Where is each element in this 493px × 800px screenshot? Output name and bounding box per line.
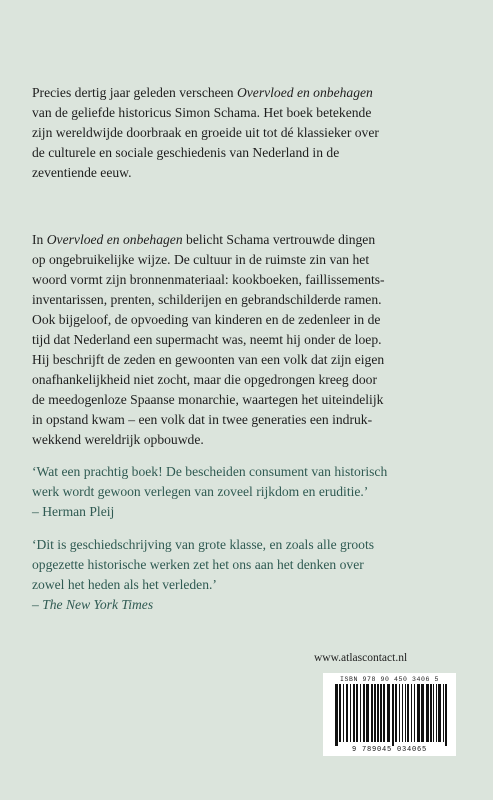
description-paragraph-2 — [32, 230, 464, 450]
barcode-bar — [366, 684, 369, 742]
quote-line: werk wordt gewoon verlegen van zoveel rijkdom en eruditie.’ — [32, 484, 369, 499]
barcode-bar — [443, 684, 444, 742]
text-line: tijd dat Nederland een supermacht was, neemt hij onder de loep. — [32, 332, 382, 347]
review-quote-2 — [32, 535, 472, 615]
text-line: de meedogenloze Spaanse monarchie, waartegen het uiteindelijk — [32, 392, 384, 407]
text-line: onafhankelijkheid niet zocht, maar die opgedrongen kreeg door — [32, 372, 378, 387]
text-line: in opstand kwam – een volk dat in twee generaties een indruk- — [32, 412, 373, 427]
text-line: In Overvloed en onbehagen belicht Schama vertrouwde dingen — [32, 232, 376, 247]
barcode-bar — [350, 684, 351, 742]
barcode-bar — [380, 684, 382, 742]
barcode-bars — [323, 673, 456, 756]
barcode-bar — [339, 684, 341, 742]
barcode-bar — [395, 684, 397, 742]
quote-line: ‘Dit is geschiedschrijving van grote klasse, en zoals alle groots — [32, 537, 375, 552]
description-paragraph-1 — [32, 83, 464, 183]
review-quote-1 — [32, 462, 472, 522]
barcode-bar — [402, 684, 403, 742]
text-line: Precies dertig jaar geleden verscheen Overvloed en onbehagen — [32, 85, 373, 100]
barcode-bar — [430, 684, 432, 742]
text-line: inventarissen, prenten, schilderijen en gebrandschilderde ramen. — [32, 292, 382, 307]
barcode-bar — [411, 684, 412, 742]
text-line: van de geliefde historicus Simon Schama. Het boek betekende — [32, 105, 372, 120]
quote-line: opgezette historische werken zet het ons aan het denken over — [32, 557, 364, 572]
barcode-bar — [392, 684, 394, 746]
isbn-label: ISBN 978 90 450 3406 5 — [339, 676, 439, 683]
text-line: de culturele en sociale geschiedenis van Nederland in de — [32, 145, 340, 160]
barcode-bar — [343, 684, 344, 742]
barcode-bar — [383, 684, 385, 742]
barcode-bar — [407, 684, 409, 742]
barcode-bar — [387, 684, 390, 742]
barcode-bar — [363, 684, 365, 742]
barcode-bar — [438, 684, 441, 742]
barcode-bar — [436, 684, 437, 742]
text-line: Ook bijgeloof, de opvoeding van kinderen en de zedenleer in de — [32, 312, 381, 327]
publisher-url[interactable]: www.atlascontact.nl — [314, 652, 408, 664]
quote-line: zowel het heden als het verleden.’ — [32, 577, 217, 592]
barcode-bar — [356, 684, 358, 742]
barcode-bar — [433, 684, 434, 742]
text-line: woord vormt zijn bronnenmateriaal: kookboeken, faillissements- — [32, 272, 385, 287]
barcode-digits: 9 789045 034065 — [351, 746, 427, 754]
quote-author: – Herman Pleij — [32, 504, 115, 519]
barcode-bar — [417, 684, 420, 742]
text-line: wekkend wereldrijk opbouwde. — [32, 432, 204, 447]
barcode-bar — [421, 684, 424, 742]
quote-line: ‘Wat een prachtig boek! De bescheiden consument van historisch — [32, 464, 388, 479]
barcode-bar — [353, 684, 355, 742]
text-line: Hij beschrijft de zeden en gewoonten van een volk dat zijn eigen — [32, 352, 385, 367]
barcode-bar — [377, 684, 379, 742]
barcode-bar — [360, 684, 361, 742]
barcode-bar — [405, 684, 406, 742]
text-line: op ongebruikelijke wijze. De cultuur in de ruimste zin van het — [32, 252, 370, 267]
barcode-bar — [414, 684, 415, 742]
text-line: zijn wereldwijde doorbraak en groeide uit tot dé klassieker over — [32, 125, 379, 140]
barcode-bar — [399, 684, 400, 742]
quote-author: – The New York Times — [32, 597, 154, 612]
barcode-bar — [374, 684, 376, 742]
barcode-bar — [335, 684, 338, 746]
barcode-bar — [426, 684, 429, 742]
barcode-bar — [445, 684, 447, 746]
barcode-bar — [346, 684, 348, 742]
isbn-barcode — [323, 673, 456, 756]
barcode-bar — [371, 684, 373, 742]
text-line: zeventiende eeuw. — [32, 165, 132, 180]
